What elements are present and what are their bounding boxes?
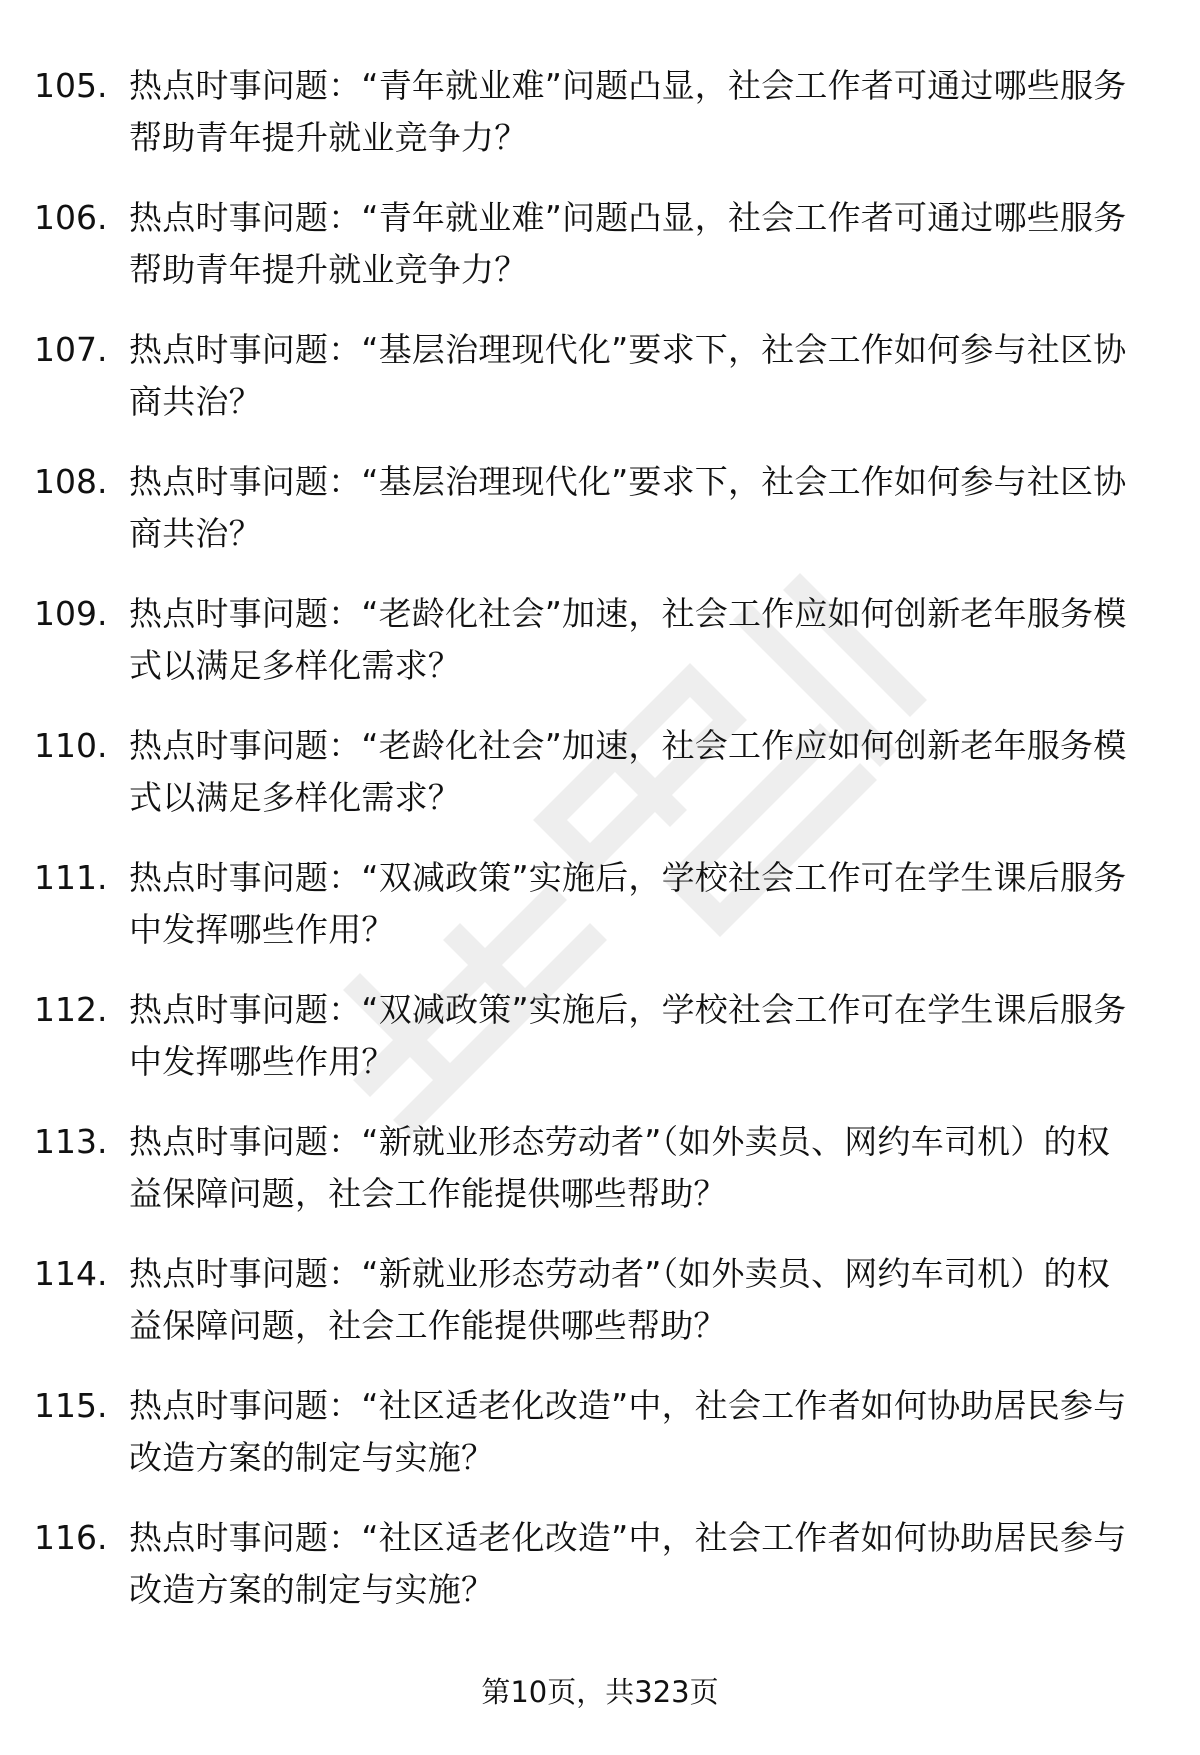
- question-number: 113.: [34, 1122, 108, 1161]
- question-item: [34, 1116, 1144, 1248]
- question-text: 热点时事问题：“老龄化社会”加速，社会工作应如何创新老年服务模式以满足多样化需求？: [129, 594, 1127, 685]
- question-number: 112.: [34, 990, 108, 1029]
- question-text: 热点时事问题：“双减政策”实施后，学校社会工作可在学生课后服务中发挥哪些作用？: [129, 858, 1127, 949]
- question-text: 热点时事问题：“新就业形态劳动者”（如外卖员、网约车司机）的权益保障问题，社会工作能提供哪些帮助？: [129, 1254, 1110, 1345]
- question-item: [34, 1248, 1144, 1380]
- question-number: 110.: [34, 726, 108, 765]
- question-number: 107.: [34, 330, 108, 369]
- question-number: 114.: [34, 1254, 108, 1293]
- question-item: [34, 1512, 1144, 1644]
- question-number: 109.: [34, 594, 108, 633]
- question-item: [34, 852, 1144, 984]
- question-number: 105.: [34, 66, 108, 105]
- question-text: 热点时事问题：“青年就业难”问题凸显，社会工作者可通过哪些服务帮助青年提升就业竞争力？: [129, 198, 1127, 289]
- question-number: 115.: [34, 1386, 108, 1425]
- question-text: 热点时事问题：“双减政策”实施后，学校社会工作可在学生课后服务中发挥哪些作用？: [129, 990, 1127, 1081]
- question-text: 热点时事问题：“基层治理现代化”要求下，社会工作如何参与社区协商共治？: [129, 330, 1127, 421]
- question-item: [34, 588, 1144, 720]
- question-list: [34, 60, 1144, 1644]
- question-text: 热点时事问题：“社区适老化改造”中，社会工作者如何协助居民参与改造方案的制定与实施？: [129, 1518, 1127, 1609]
- question-text: 热点时事问题：“青年就业难”问题凸显，社会工作者可通过哪些服务帮助青年提升就业竞争力？: [129, 66, 1127, 157]
- page-footer: 第10页，共323页: [481, 1675, 719, 1709]
- question-item: [34, 984, 1144, 1116]
- question-item: [34, 456, 1144, 588]
- question-text: 热点时事问题：“社区适老化改造”中，社会工作者如何协助居民参与改造方案的制定与实施？: [129, 1386, 1127, 1477]
- question-item: [34, 192, 1144, 324]
- question-item: [34, 324, 1144, 456]
- question-text: 热点时事问题：“新就业形态劳动者”（如外卖员、网约车司机）的权益保障问题，社会工作能提供哪些帮助？: [129, 1122, 1110, 1213]
- question-text: 热点时事问题：“老龄化社会”加速，社会工作应如何创新老年服务模式以满足多样化需求？: [129, 726, 1127, 817]
- question-item: [34, 60, 1144, 192]
- question-item: [34, 1380, 1144, 1512]
- question-item: [34, 720, 1144, 852]
- question-number: 108.: [34, 462, 108, 501]
- question-text: 热点时事问题：“基层治理现代化”要求下，社会工作如何参与社区协商共治？: [129, 462, 1127, 553]
- question-number: 106.: [34, 198, 108, 237]
- question-number: 116.: [34, 1518, 108, 1557]
- question-number: 111.: [34, 858, 108, 897]
